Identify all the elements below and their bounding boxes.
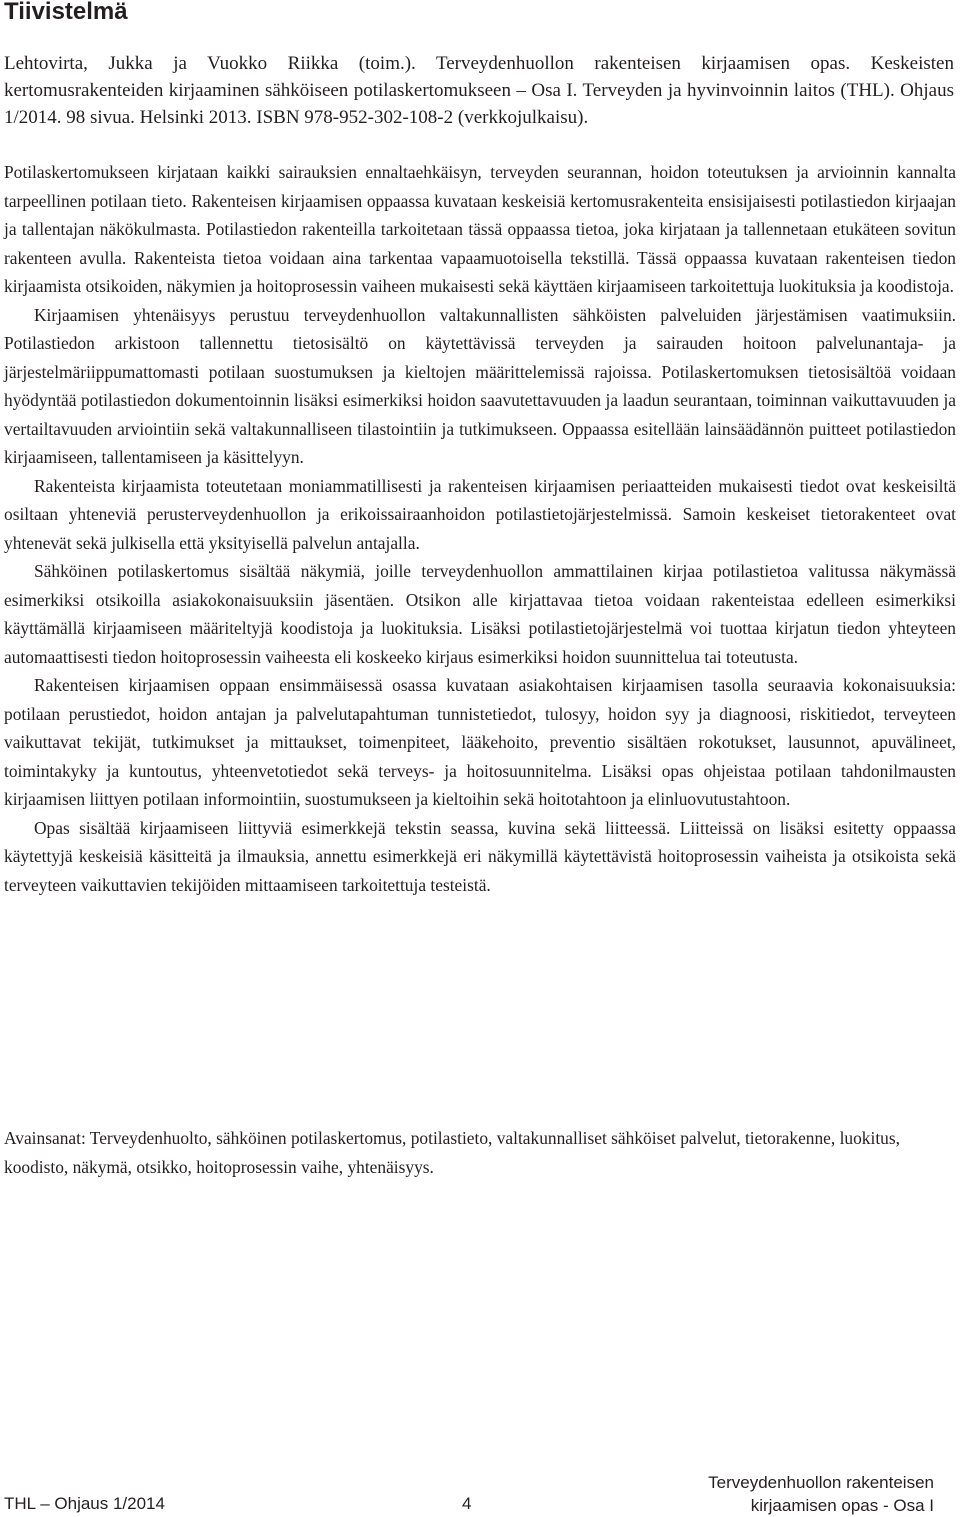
abstract-paragraph: Opas sisältää kirjaamiseen liittyviä esimerkkejä tekstin seassa, kuvina sekä liitteessä. Liitteissä on lisäksi esitetty oppaassa käytettyjä keskeisiä käsitteitä ja ilmauksia, annettu esimerkkejä eri näkymillä käytettävistä hoitoprosessin vaiheista ja otsikoista sekä terveyteen vaikuttavien tekijöiden mittaamiseen tarkoitettuja testeistä. <box>4 817 956 895</box>
page-number: 4 <box>462 1494 472 1513</box>
abstract-paragraph: Potilaskertomukseen kirjataan kaikki sairauksien ennaltaehkäisyn, terveyden seurannan, hoidon toteutuksen ja arvioinnin kannalta tarpeellinen potilaan tieto. Rakenteisen kirjaamisen oppaassa kuvataan keskeisiä kertomusrakenteita ensisijaisesti potilastiedon kirjaajan ja tallentajan näkökulmasta. Potilastiedon rakenteilla tarkoitetaan tässä oppaassa tietoa, joka kirjataan ja tallennetaan etukäteen sovitun rakenteen avulla. Rakenteista tietoa voidaan aina tarkentaa vapaamuotoisella tekstillä. Tässä oppaassa kuvataan rakenteisen tiedon kirjaamista otsikoiden, näkymien ja hoitoprosessin vaiheen mukaisesti sekä käyttäen kirjaamiseen tarkoitettuja luokituksia ja koodistoja. <box>4 162 956 296</box>
abstract-paragraph: Rakenteisen kirjaamisen oppaan ensimmäisessä osassa kuvataan asiakohtaisen kirjaamisen tasolla seuraavia kokonaisuuksia: potilaan perustiedot, hoidon antajan ja palvelutapahtuman tunnistetiedot, tulosyy, hoidon syy ja diagnoosi, riskitiedot, terveyteen vaikuttavat tekijät, tutkimukset ja mittaukset, toimenpiteet, lääkehoito, preventio sisältäen rokotukset, lausunnot, apuvälineet, toimintakyky ja kuntoutus, yhteenvetotiedot sekä terveys- ja hoitosuunnitelma. Lisäksi opas ohjeistaa potilaan tahdonilmausten kirjaamisen liittyen potilaan informointiin, suostumukseen ja kieltoihin sekä hoitotahtoon ja elinluovutustahtoon. <box>4 675 956 809</box>
abstract-paragraph: Sähköinen potilaskertomus sisältää näkymiä, joille terveydenhuollon ammattilainen kirjaa potilastietoa valitussa näkymässä esimerkiksi otsikoilla asiakokonaisuuksiin jäsentäen. Otsikon alle kirjattavaa tietoa voidaan rakenteistaa edelleen esimerkiksi käyttämällä kirjaamiseen määriteltyjä koodistoja ja luokituksia. Lisäksi potilastietojärjestelmä voi tuottaa kirjatun tiedon yhteyteen automaattisesti tiedon hoitoprosessin vaiheesta eli koskeeko kirjaus esimerkiksi hoidon suunnittelua tai toteutusta. <box>4 561 956 667</box>
page-title: Tiivistelmä <box>4 0 128 25</box>
footer-series: THL – Ohjaus 1/2014 <box>4 1494 165 1513</box>
abstract-body <box>4 158 956 899</box>
abstract-paragraph: Kirjaamisen yhtenäisyys perustuu terveydenhuollon valtakunnallisten sähköisten palveluiden järjestämisen vaatimuksiin. Potilastiedon arkistoon tallennettu tietosisältö on käytettävissä terveyden ja sairauden hoitoon palvelunantaja- ja järjestelmäriippumattomasti potilaan suostumuksen ja kieltojen määrittelemissä rajoissa. Potilaskertomuksen tietosisältöä voidaan hyödyntää potilastiedon dokumentoinnin lisäksi esimerkiksi hoidon saavutettavuuden ja laadun seurantaan, toiminnan vaikuttavuuden ja vertailtavuuden arviointiin sekä valtakunnalliseen tilastointiin ja tutkimukseen. Oppaassa esitellään lainsäädännön puitteet potilastiedon kirjaamiseen, tallentamiseen ja käsittelyyn. <box>4 304 956 467</box>
footer-publication-line: Terveydenhuollon rakenteisen <box>708 1473 934 1492</box>
abstract-paragraph: Rakenteista kirjaamista toteutetaan moniammatillisesti ja rakenteisen kirjaamisen periaatteiden mukaisesti tiedot ovat keskeisiltä osiltaan yhteneviä perusterveydenhuollon ja erikoissairaanhoidon potilastietojärjestelmissä. Samoin keskeiset tietorakenteet ovat yhtenevät sekä julkisella että yksityisellä palvelun antajalla. <box>4 475 956 553</box>
footer-publication <box>708 1471 934 1517</box>
citation: Lehtovirta, Jukka ja Vuokko Riikka (toim.). Terveydenhuollon rakenteisen kirjaamisen opas. Keskeisten kertomusrakenteiden kirjaaminen sähköiseen potilaskertomukseen – Osa I. Terveyden ja hyvinvoinnin laitos (THL). Ohjaus 1/2014. 98 sivua. Helsinki 2013. ISBN 978-952-302-108-2 (verkkojulkaisu). <box>4 53 954 128</box>
keywords: Avainsanat: Terveydenhuolto, sähköinen potilaskertomus, potilastieto, valtakunnalliset sähköiset palvelut, tietorakenne, luokitus, koodisto, näkymä, otsikko, hoitoprosessin vaihe, yhtenäisyys. <box>4 1128 900 1177</box>
footer-publication-line: kirjaamisen opas - Osa I <box>750 1496 934 1515</box>
